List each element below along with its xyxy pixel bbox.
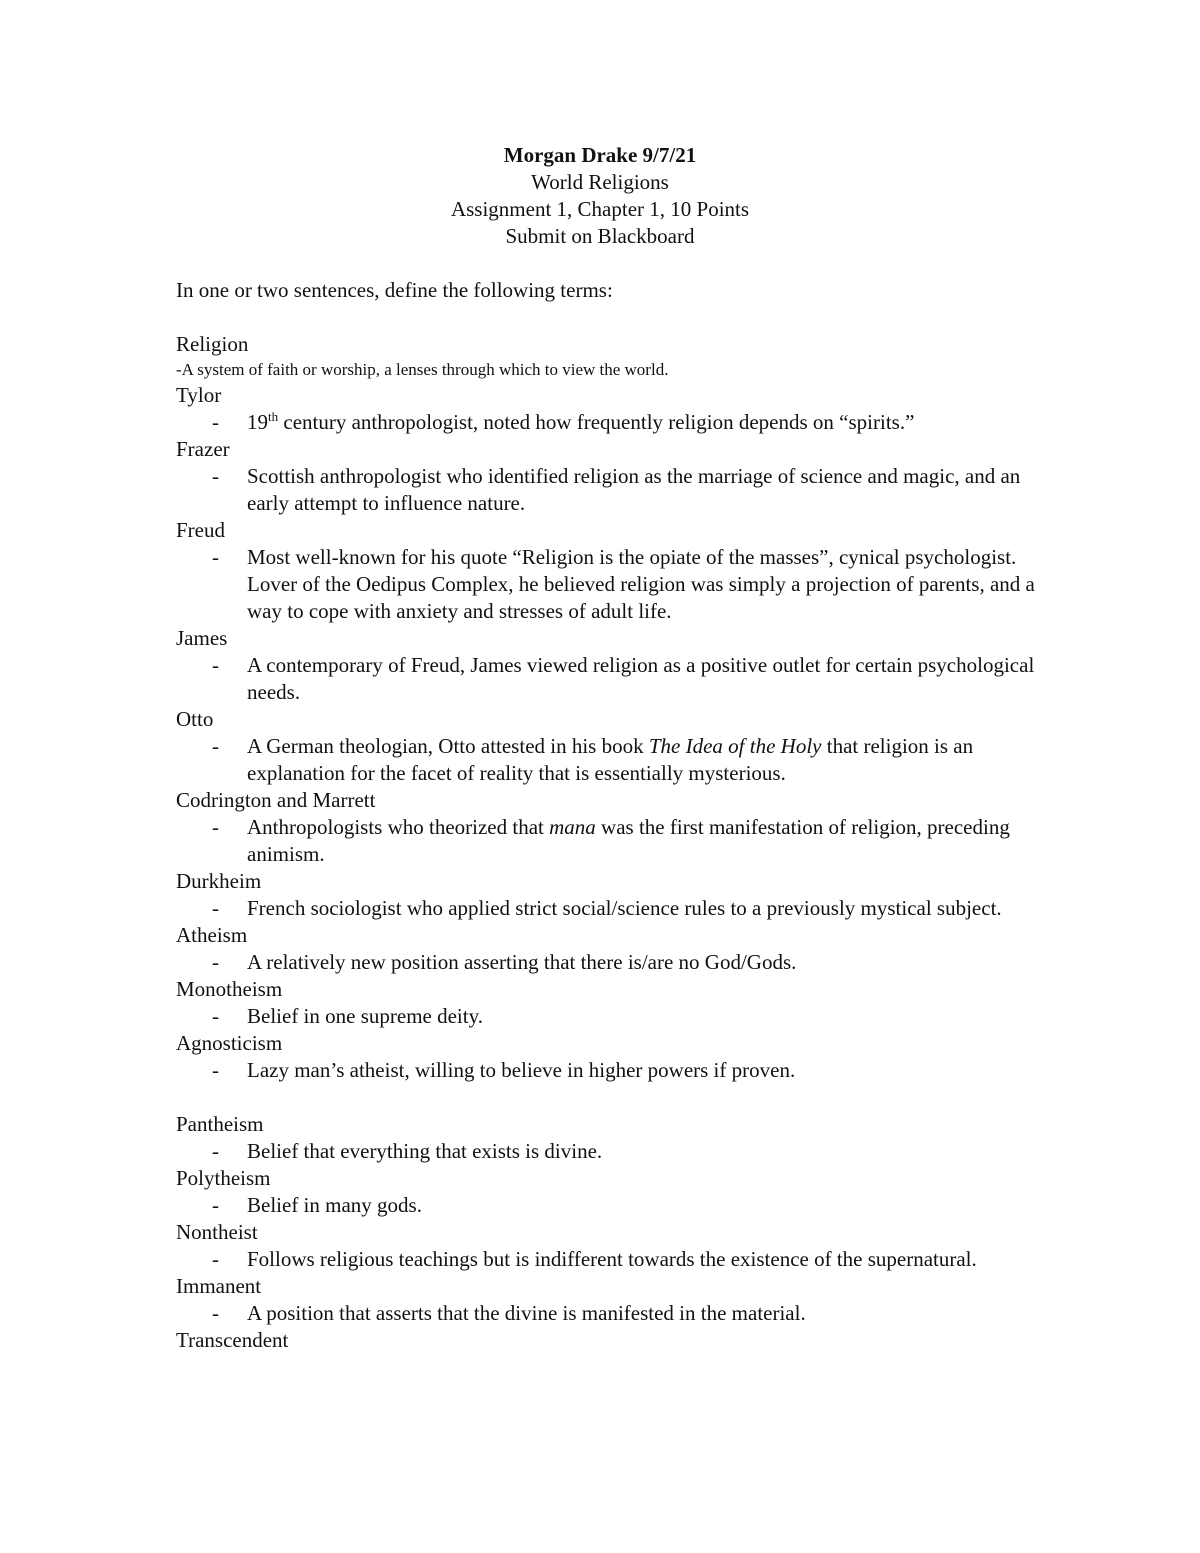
term-immanent: Immanent	[176, 1274, 262, 1298]
bullet-dash: -	[212, 653, 219, 677]
term-frazer: Frazer	[176, 437, 230, 461]
bullet-dash: -	[212, 1139, 219, 1163]
assignment-line: Assignment 1, Chapter 1, 10 Points	[450, 197, 750, 221]
author-name-date: Morgan Drake 9/7/21	[503, 143, 697, 167]
italic-term: mana	[549, 815, 596, 839]
book-title: The Idea of the Holy	[648, 734, 822, 758]
blank-line	[176, 1084, 1036, 1111]
definition-polytheism: - Belief in many gods.	[212, 1193, 422, 1217]
bullet-dash: -	[212, 1004, 219, 1028]
term-freud: Freud	[176, 518, 225, 542]
definition-otto: - A German theologian, Otto attested in his book The Idea of the Holy that religion is an explanation for the facet of reality that is essentially mysterious.	[212, 734, 974, 785]
term-agnosticism: Agnosticism	[176, 1031, 283, 1055]
bullet-dash: -	[212, 815, 219, 839]
term-polytheism: Polytheism	[176, 1166, 271, 1190]
definition-atheism: - A relatively new position asserting that there is/are no God/Gods.	[212, 950, 797, 974]
definition-nontheist: - Follows religious teachings but is indifferent towards the existence of the supernatural.	[212, 1247, 977, 1271]
instructions: In one or two sentences, define the following terms:	[176, 278, 613, 302]
definition-freud: - Most well-known for his quote “Religion is the opiate of the masses”, cynical psychologist. Lover of the Oedipus Complex, he believed religion was simply a projection of parents, and a way to cope with anxiety and stresses of adult life.	[212, 545, 1035, 623]
bullet-dash: -	[212, 1193, 219, 1217]
term-pantheism: Pantheism	[176, 1112, 264, 1136]
bullet-dash: -	[212, 545, 219, 569]
bullet-dash: -	[212, 1247, 219, 1271]
submit-line: Submit on Blackboard	[505, 224, 695, 248]
document-header	[0, 142, 1200, 250]
term-james: James	[176, 626, 228, 650]
definition-pantheism: - Belief that everything that exists is divine.	[212, 1139, 603, 1163]
course-title: World Religions	[531, 170, 669, 194]
bullet-dash: -	[212, 950, 219, 974]
bullet-dash: -	[212, 1058, 219, 1082]
definition-james: - A contemporary of Freud, James viewed religion as a positive outlet for certain psychological needs.	[212, 653, 1035, 704]
definition-agnosticism: - Lazy man’s atheist, willing to believe in higher powers if proven.	[212, 1058, 796, 1082]
definition-religion: -A system of faith or worship, a lenses through which to view the world.	[176, 360, 669, 379]
term-religion: Religion	[176, 332, 249, 356]
definition-frazer: - Scottish anthropologist who identified religion as the marriage of science and magic, and an early attempt to influence nature.	[212, 464, 1021, 515]
definition-immanent: - A position that asserts that the divine is manifested in the material.	[212, 1301, 806, 1325]
bullet-dash: -	[212, 734, 219, 758]
bullet-dash: -	[212, 464, 219, 488]
document-body	[176, 277, 1036, 1354]
term-nontheist: Nontheist	[176, 1220, 258, 1244]
term-codrington-marrett: Codrington and Marrett	[176, 788, 376, 812]
bullet-dash: -	[212, 896, 219, 920]
definition-tylor: - 19th century anthropologist, noted how frequently religion depends on “spirits.”	[212, 409, 915, 434]
bullet-dash: -	[212, 410, 219, 434]
term-monotheism: Monotheism	[176, 977, 283, 1001]
term-transcendent: Transcendent	[176, 1328, 289, 1352]
definition-durkheim: - French sociologist who applied strict social/science rules to a previously mystical subject.	[212, 896, 1002, 920]
term-atheism: Atheism	[176, 923, 248, 947]
definition-codrington-marrett: - Anthropologists who theorized that mana was the first manifestation of religion, preceding animism.	[212, 815, 1010, 866]
term-durkheim: Durkheim	[176, 869, 262, 893]
term-otto: Otto	[176, 707, 214, 731]
term-tylor: Tylor	[176, 383, 222, 407]
bullet-dash: -	[212, 1301, 219, 1325]
definition-monotheism: - Belief in one supreme deity.	[212, 1004, 483, 1028]
